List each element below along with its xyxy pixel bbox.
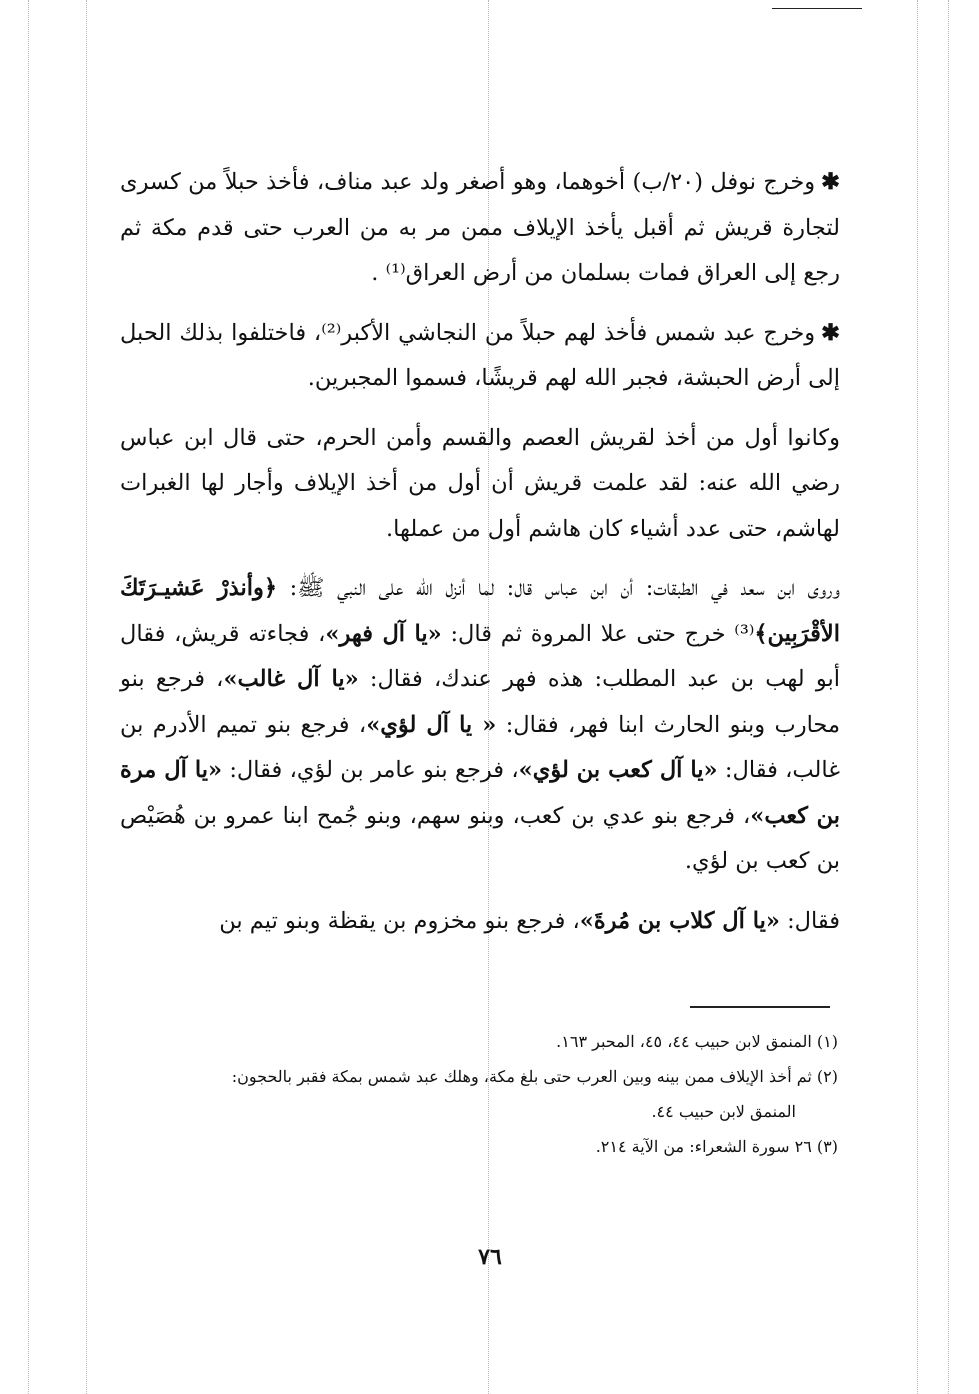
footnote-2: (٢) ثم أخذ الإيلاف ممن بينه وبين العرب حتى بلغ مكة، وهلك عبد شمس بمكة فقبر بالحجون: — [231, 1067, 838, 1086]
page-body — [120, 160, 840, 958]
asterisk-icon: ✱ — [821, 319, 841, 346]
call-quote: «يا آل كلاب بن مُرةَ» — [579, 907, 780, 934]
footnote-3: (٣) ٢٦ سورة الشعراء: من الآية ٢١٤. — [595, 1137, 838, 1156]
text-segment: ، فرجع بنو تميم الأدرم بن غالب، فقال: — [120, 711, 840, 783]
quran-quote: ﴿وأنذرْ عَشيـرَتَكَ الأقْرَبِين﴾ — [120, 575, 840, 647]
paragraph-4 — [120, 566, 840, 885]
page-number: ٧٦ — [478, 1244, 502, 1270]
paragraph-text: وكانوا أول من أخذ لقريش العصم والقسم وأمن الحرم، حتى قال ابن عباس رضي الله عنه: لقد علمت قريش أن أول من أخذ الإيلاف وأجار لها الغبرات لهاشم، حتى عدد أشياء كان هاشم أول من عملها. — [120, 424, 840, 542]
call-quote: «يا آل كعب بن لؤي» — [518, 757, 718, 783]
paragraph-2 — [120, 311, 840, 402]
dotted-guide — [917, 0, 918, 1394]
call-quote: « يا آل لؤي» — [366, 711, 497, 738]
dotted-guide — [28, 0, 29, 1394]
paragraph-text: وخرج نوفل (٢٠/ب) أخوهما، وهو أصغر ولد عبد مناف، فأخذ حبلاً من كسرى لتجارة قريش ثم أقبل يأخذ الإيلاف ممن مر به من العرب حتى قدم مكة ثم رجع إلى العراق فمات بسلمان من أرض العراق⁽¹⁾ . — [120, 169, 840, 286]
paragraph-3 — [120, 416, 840, 553]
footnote-2-continuation: المنمق لابن حبيب ٤٤. — [651, 1102, 796, 1121]
footnote-separator — [690, 1006, 830, 1008]
paragraph-1 — [120, 160, 840, 297]
text-segment: فقال: — [779, 907, 840, 934]
top-rule — [772, 8, 862, 9]
paragraph-text: وخرج عبد شمس فأخذ لهم حبلاً من النجاشي الأكبر⁽²⁾، فاختلفوا بذلك الحبل إلى أرض الحبشة، فجبر الله لهم قريشًا، فسموا المجبرين. — [120, 319, 840, 391]
paragraph-5 — [120, 899, 840, 945]
dotted-guide — [948, 0, 949, 1394]
text-segment: ، فرجع بنو عدي بن كعب، وبنو سهم، وبنو جُمح ابنا عمرو بن هُصَيْص بن كعب بن لؤي. — [120, 802, 840, 874]
footnote-1: (١) المنمق لابن حبيب ٤٤، ٤٥، المحبر ١٦٣. — [556, 1032, 838, 1051]
text-segment: وروى ابن سعد في الطبقات: أن ابن عباس قال: لما أنزل الله على النبي ﷺ: — [277, 575, 840, 601]
call-quote: «يا آل غالب» — [223, 666, 359, 692]
footnotes — [120, 1024, 838, 1164]
text-segment: ، فرجع بنو عامر بن لؤي، فقال: — [222, 757, 519, 783]
text-segment: ، فرجع بنو مخزوم بن يقظة وبنو تيم بن — [219, 907, 580, 934]
dotted-guide — [86, 0, 87, 1394]
call-quote: «يا آل مرة بن كعب» — [120, 757, 840, 829]
text-segment: ، فرجع بنو محارب وبنو الحارث ابنا فهر، فقال: — [120, 666, 840, 738]
asterisk-icon: ✱ — [821, 169, 840, 195]
text-segment: ⁽³⁾ خرج حتى علا المروة ثم قال: — [441, 620, 755, 647]
text-segment: ، فجاءته قريش، فقال أبو لهب بن عبد المطلب: هذه فهر عندك، فقال: — [120, 620, 840, 692]
call-quote: «يا آل فهر» — [325, 620, 442, 647]
